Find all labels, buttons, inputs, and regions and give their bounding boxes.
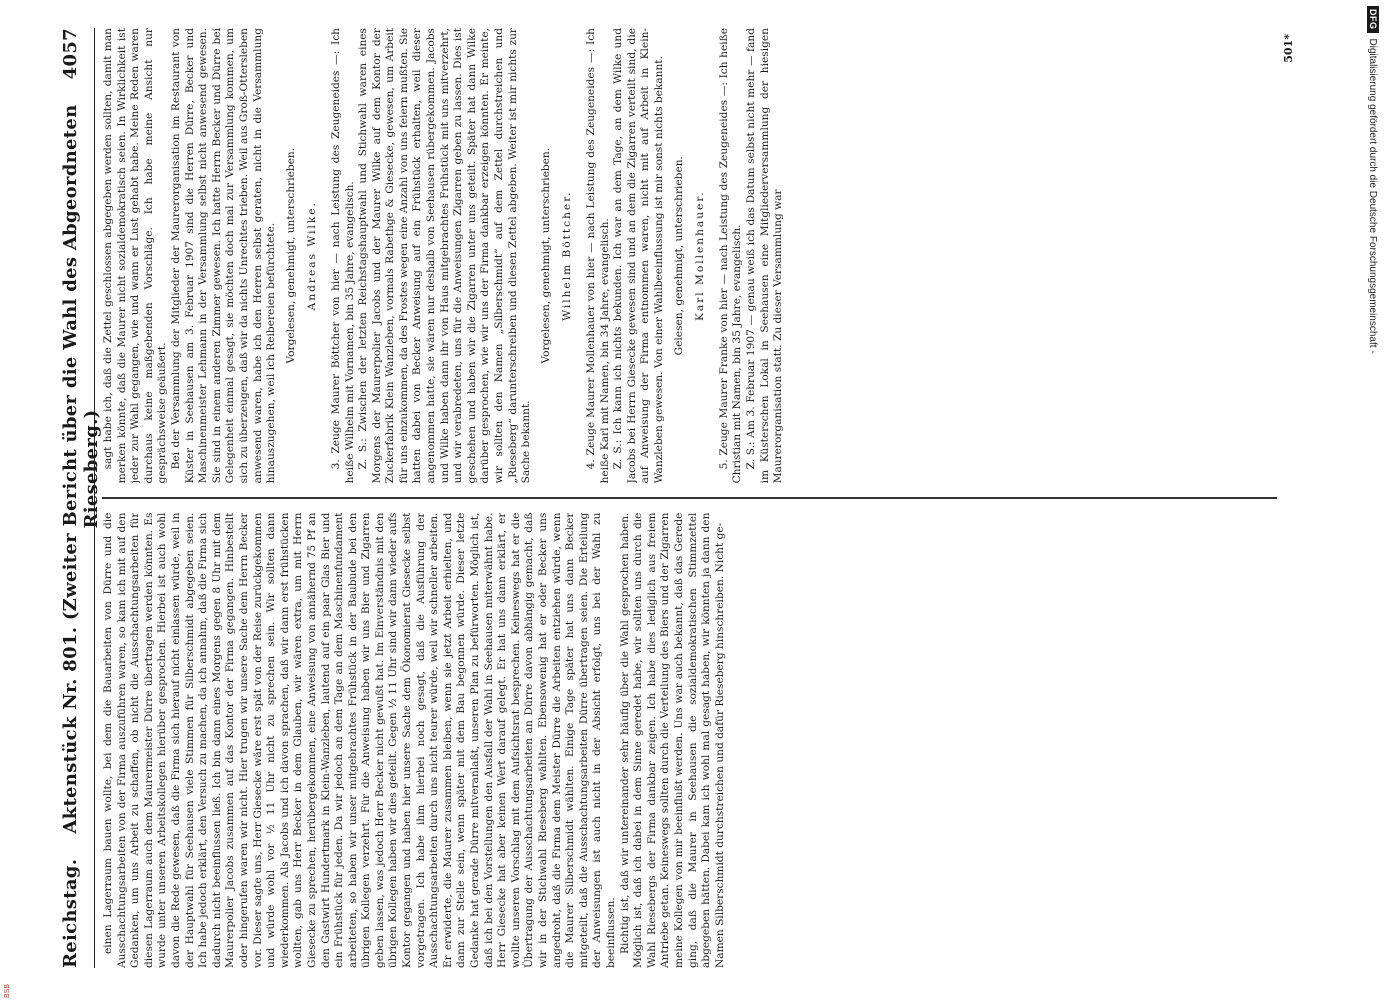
attestation-line: Vorgelesen, genehmigt, unterschrieben. <box>284 147 297 364</box>
paragraph: 4. Zeuge Maurer Mollenhauer von hier — nach Leistung des Zeugeneides —: Ich heiße Karl mit Namen, bin 34 Jahre, evangelisch. <box>585 28 611 484</box>
page-number: 4057 <box>60 28 81 80</box>
paragraph: 3. Zeuge Maurer Böttcher von hier — nach Leistung des Zeugeneides —: Ich heiße Wilhelm mit Vornamen, bin 35 Jahre, evangelisch. <box>329 28 356 484</box>
header-title: Aktenstück Nr. 801. (Zweiter Bericht über die Wahl des Abgeordneten Rieseberg.) <box>60 104 102 834</box>
paragraph: 5. Zeuge Maurer Franke von hier — nach Leistung des Zeugeneides —: Ich heiße Christian mit Namen, bin 35 Jahre, evangelisch. <box>717 28 744 484</box>
digitization-credit <box>1366 6 1380 726</box>
dfg-logo: DFG <box>1367 6 1379 33</box>
credit-text: Digitalisierung gefördert durch die Deutsche Forschungsgemeinschaft - <box>1367 38 1379 354</box>
attestation-line: Vorgelesen, genehmigt, unterschrieben. <box>539 147 552 364</box>
text-columns <box>102 28 1277 968</box>
paragraph: Richtig ist, daß wir untereinander sehr häufig über die Wahl gesprochen haben. Möglich ist, daß ich dabei in dem Sinne geredet habe, wir sollten uns durch die Wahl Riesebergs der Firma dankbar zeigen. Ich habe dies lediglich aus freiem Antriebe getan. Keineswegs sollten durch die Verteilung des Biers und der Zigarren meine Kollegen von mir beeinflußt werden. Uns war auch bekannt, daß das Gerede ging, daß die Maurer in Seehausen die sozialdemokratischen Stimmzettel abgegeben hätten. Dabei kam ich wohl mal gesagt haben, wir könnten ja dann den Namen Silberschmidt durchstreichen und dafür Rieseberg hinschreiben. Nicht ge- <box>618 512 726 968</box>
paragraph: Z. S.: Ich kann ich nichts bekunden. Ich war an dem Tage, an dem Wilke und Jacobs bei Herrn Giesecke gewesen sind und an dem die Zigarren verteilt sind, die auf Anweisung der Firma entnommen waren, nicht mit auf Arbeit in Klein-Wanzleben gewesen. Von einer Wahlbeeinflussung ist mir sonst nichts bekannt. <box>612 28 665 484</box>
page-header <box>60 28 102 968</box>
paragraph: einen Lagerraum bauen wollte, bei dem die Bauarbeiten von Dürre und die Ausschachtungsarbeiten von der Firma auszuführen waren, so kam ich mit auf den Gedanken, um uns Arbeit zu schaffen, ob nicht die Ausschachtungsarbeiten für diesen Lagerraum auch dem Maurermeister Dürre übertragen werden könnten. Es wurde unter unseren Arbeitskollegen hierüber gesprochen. Hierbei ist auch wohl davon die Rede gewesen, daß die Firma sich hierauf nicht einlassen würde, weil in der Hauptwahl für Seehausen viele Stimmen für Silberschmidt abgegeben seien. Ich habe jedoch erklärt, den Versuch zu machen, da ich annahm, daß die Firma sich dadurch nicht beeinflussen ließ. Ich bin dann eines Morgens gegen 8 Uhr mit dem Maurerpolier Jacobs zusammen auf das Kontor der Firma gegangen. Hinbestellt oder hingerufen waren wir nicht. Hier trugen wir unsere Sache dem Herrn Becker vor. Dieser sagte uns, Herr Giesecke wäre erst spät von der Reise zurückgekommen und würde wohl vor ½ 11 Uhr nicht zu sprechen sein. Wir sollten dann wiederkommen. Als Jacobs und ich davon sprachen, daß wir dann erst frühstücken wollten, gab uns Herr Becker in dem Glauben, wir wären extra, um mit Herrn Giesecke zu sprechen, herübergekommen, eine Anweisung von annähernd 75 Pf an den Gastwirt Hundertmark in Klein-Wanzleben, lautend auf ein paar Glas Bier und ein Frühstück für jeden. Da wir jedoch an dem Tage an dem Maschinenfundament arbeiteten, so haben wir unser mitgebrachtes Frühstück in der Baubude bei den übrigen Kollegen verzehrt. Für die Anweisung haben wir uns Bier und Zigarren geben lassen, was jedoch Herr Becker nicht gewußt hat. Im Einverständnis mit den übrigen Kollegen haben wir dies geteilt. Gegen ½ 11 Uhr sind wir dann wieder aufs Kontor gegangen und haben hier unsere Sache dem Ökonomierat Giesecke selbst vorgetragen. Ich habe ihm hierbei noch gesagt, daß die Ausführung der Ausschachtungsarbeiten durch uns nicht teurer würde, weil wir schneller arbeiten. Er erwiderte, die Maurer zusammen bleiben, wenn sie jetzt Arbeit erhielten, und dann zur Stelle sein, wenn später mit dem Bau begonnen würde. Dieser letzte Gedanke hat gerade Dürre mitveranlaßt, unseren Plan zu befürworten. Möglich ist, daß ich bei den Vorstellungen den Ausfall der Wahl in Seehausen miterwähnt habe. Herr Giesecke hat aber keinen Wert darauf gelegt. Er hat uns dann erklärt, er wollte unseren Vorschlag mit dem Aufsichtsrat besprechen. Keineswegs hat er die Übertragung der Ausschachtungsarbeiten an Dürre davon abhängig gemacht, daß wir in der Stichwahl Rieseberg wählten. Ebensowenig hat er oder Becker uns angedroht, daß die Firma dem Meister Dürre die Arbeiten entziehen würde, wenn die Maurer Silberschmidt wählten. Einige Tage später hat uns dann Becker mitgeteilt, daß die Ausschachtungsarbeiten Dürre übertragen seien. Die Erteilung der Anweisungen ist auch nicht in der Absicht erfolgt, uns bei der Wahl zu beeinflussen. <box>102 512 617 968</box>
rotated-page <box>60 28 1300 968</box>
right-column <box>102 28 1277 483</box>
column-divider <box>102 497 1277 498</box>
signature-line: Andreas Wilke. <box>306 201 319 311</box>
signature-line: Karl Mollenhauer. <box>694 190 707 322</box>
header-left: Reichstag. <box>60 858 81 968</box>
paragraph: Bei der Versammlung der Mitglieder der Maurerorganisation im Restaurant von Küster in Seehausen am 3. Februar 1907 sind die Herren Dürre, Becker und Maschinenmeister Lehmann in der Versammlung selbst nicht anwesend gewesen. Sie sind in einem anderen Zimmer gewesen. Ich hatte Herrn Becker und Dürre bei Gelegenheit einmal gesagt, sie möchten doch mal zur Versammlung kommen, um sich zu überzeugen, daß wir da nichts Unrechtes trieben. Weil aus Groß-Ottersleben anwesend waren, habe ich den Herren selbst geraten, nicht in die Versammlung hinauszugehen, weil ich Reibereien befürchtete. <box>169 28 278 484</box>
library-stamp <box>4 978 14 998</box>
paragraph: Z. S.: Am 3. Februar 1907 — genau weiß ich das Datum selbst nicht mehr — fand im Küsterschen Lokal in Seehausen eine Mitgliederversammlung der hiesigen Maurerorganisation statt. Zu dieser Versammlung war <box>744 28 785 484</box>
sheet-number: 501* <box>1282 34 1295 63</box>
paragraph: sagt habe ich, daß die Zettel geschlossen abgegeben werden sollten, damit man merken könnte, daß die Maurer nicht sozialdemokratisch seien. In Wirklichkeit ist jeder zur Wahl gegangen, wie und wann er Lust gehabt habe. Meine Reden waren durchaus keine maßgebenden Vorschläge. Ich habe meine Ansicht nur gesprächsweise geäußert. <box>102 28 169 484</box>
left-column <box>102 513 1277 968</box>
paragraph: Z. S.: Zwischen der letzten Reichstagshauptwahl und Stichwahl waren eines Morgens der Maurerpolier Jacobs und der Maurer Wilke auf dem Kontor der Zuckerfabrik Klein Wanzleben, vormals Rabethge & Giesecke, gewesen, um Arbeit für uns einzukommen, da des Frostes wegen eine Anzahl von uns feiern mußten. Sie hatten dabei von Becker Anweisung auf ein Frühstück erhalten, weil dieser angenommen hatte, sie wären nur deshalb von Seehausen rübergekommen. Jacobs und Wilke haben dann ihr von Haus mitgebrachtes Frühstück mit uns mitverzehrt, und wir verabredeten, uns für die Anweisungen Zigarren geben zu lassen. Dies ist geschehen und haben wir die Zigarren unter uns geteilt. Später hat dann Wilke darüber gesprochen, wie wir uns der Firma dankbar erzeigen könnten. Er meinte, wir sollten den Namen „Silberschmidt“ auf dem Zettel durchstreichen und „Rieseberg“ darunterschreiben und diesen Zettel abgeben. Weiter ist mir nichts zur Sache bekannt. <box>357 28 533 484</box>
stamp-text: BSB <box>4 983 11 998</box>
attestation-line: Gelesen, genehmigt, unterschrieben. <box>672 156 685 356</box>
signature-line: Wilhelm Böttcher. <box>561 190 574 321</box>
